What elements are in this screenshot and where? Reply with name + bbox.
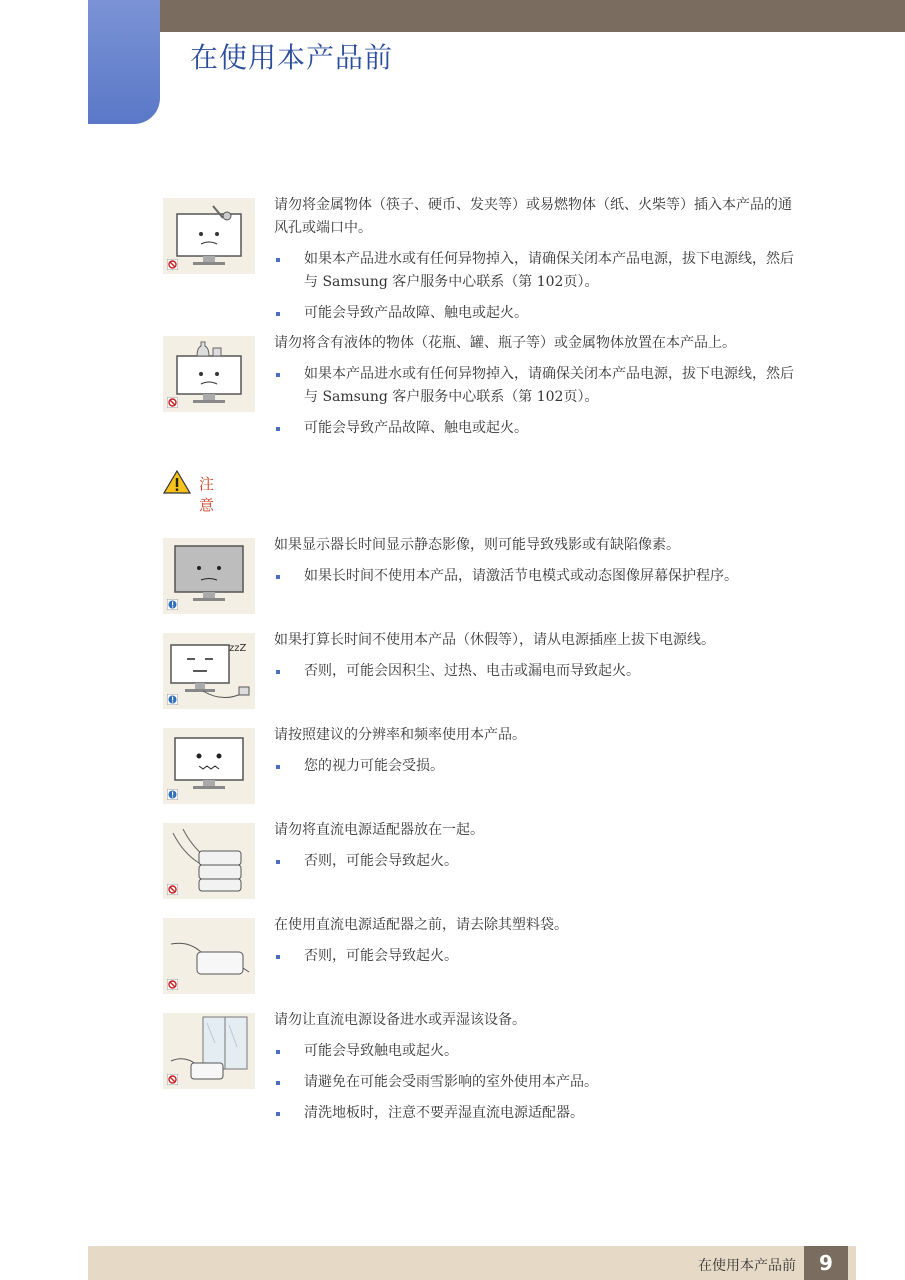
monitor-illustration: [163, 198, 255, 274]
bullet-item: 否则，可能会导致起火。: [274, 945, 804, 968]
page-number: 9: [804, 1246, 848, 1280]
page-footer: [88, 1246, 856, 1280]
prohibited-icon: [167, 884, 178, 895]
info-icon: [167, 694, 178, 705]
prohibited-icon: [167, 259, 178, 270]
info-icon: [167, 599, 178, 610]
caution-text: 在使用直流电源适配器之前，请去除其塑料袋。: [274, 917, 568, 933]
monitor-vase-illustration: [163, 336, 255, 412]
prohibited-icon: [167, 397, 178, 408]
bullet-item: 可能会导致触电或起火。: [274, 1040, 804, 1063]
page-title: 在使用本产品前: [190, 41, 394, 74]
bullet-item: 您的视力可能会受损。: [274, 755, 804, 778]
bullet-item: 可能会导致产品故障、触电或起火。: [274, 302, 804, 325]
caution-text: 如果显示器长时间显示静态影像，则可能导致残影或有缺陷像素。: [274, 537, 680, 553]
caution-text: 请勿让直流电源设备进水或弄湿该设备。: [274, 1012, 526, 1028]
bullet-item: 如果长时间不使用本产品，请激活节电模式或动态图像屏幕保护程序。: [274, 565, 804, 588]
warning-text: 请勿将金属物体（筷子、硬币、发夹等）或易燃物体（纸、火柴等）插入本产品的通风孔或端口中。: [274, 197, 792, 236]
caution-label: 注意: [199, 475, 215, 514]
section-tab: [88, 0, 160, 124]
caution-text: 请按照建议的分辨率和频率使用本产品。: [274, 727, 526, 743]
sleeping-monitor-illustration: [163, 633, 255, 709]
bullet-item: 如果本产品进水或有任何异物掉入，请确保关闭本产品电源，拔下电源线，然后与 Samsung 客户服务中心联系（第 102页）。: [274, 363, 804, 409]
caution-heading: [163, 470, 215, 514]
adapter-bag-illustration: [163, 918, 255, 994]
bullet-item: 否则，可能会导致起火。: [274, 850, 804, 873]
warning-text: 请勿将含有液体的物体（花瓶、罐、瓶子等）或金属物体放置在本产品上。: [274, 335, 736, 351]
wet-adapter-illustration: [163, 1013, 255, 1089]
info-icon: [167, 789, 178, 800]
caution-text: 如果打算长时间不使用本产品（休假等），请从电源插座上拔下电源线。: [274, 632, 715, 648]
bullet-item: 清洗地板时，注意不要弄湿直流电源适配器。: [274, 1102, 804, 1125]
caution-text: 请勿将直流电源适配器放在一起。: [274, 822, 484, 838]
bullet-item: 请避免在可能会受雨雪影响的室外使用本产品。: [274, 1071, 804, 1094]
prohibited-icon: [167, 979, 178, 990]
bullet-item: 否则，可能会因积尘、过热、电击或漏电而导致起火。: [274, 660, 804, 683]
bullet-item: 可能会导致产品故障、触电或起火。: [274, 417, 804, 440]
bullet-item: 如果本产品进水或有任何异物掉入，请确保关闭本产品电源，拔下电源线，然后与 Samsung 客户服务中心联系（第 102页）。: [274, 248, 804, 294]
header-bar: [158, 0, 905, 32]
footer-section-title: 在使用本产品前: [698, 1258, 796, 1274]
resolution-monitor-illustration: [163, 728, 255, 804]
svg-text:zzZ: zzZ: [229, 643, 247, 654]
prohibited-icon: [167, 1074, 178, 1085]
stacked-adapters-illustration: [163, 823, 255, 899]
warning-triangle-icon: [163, 470, 191, 494]
static-image-monitor-illustration: [163, 538, 255, 614]
